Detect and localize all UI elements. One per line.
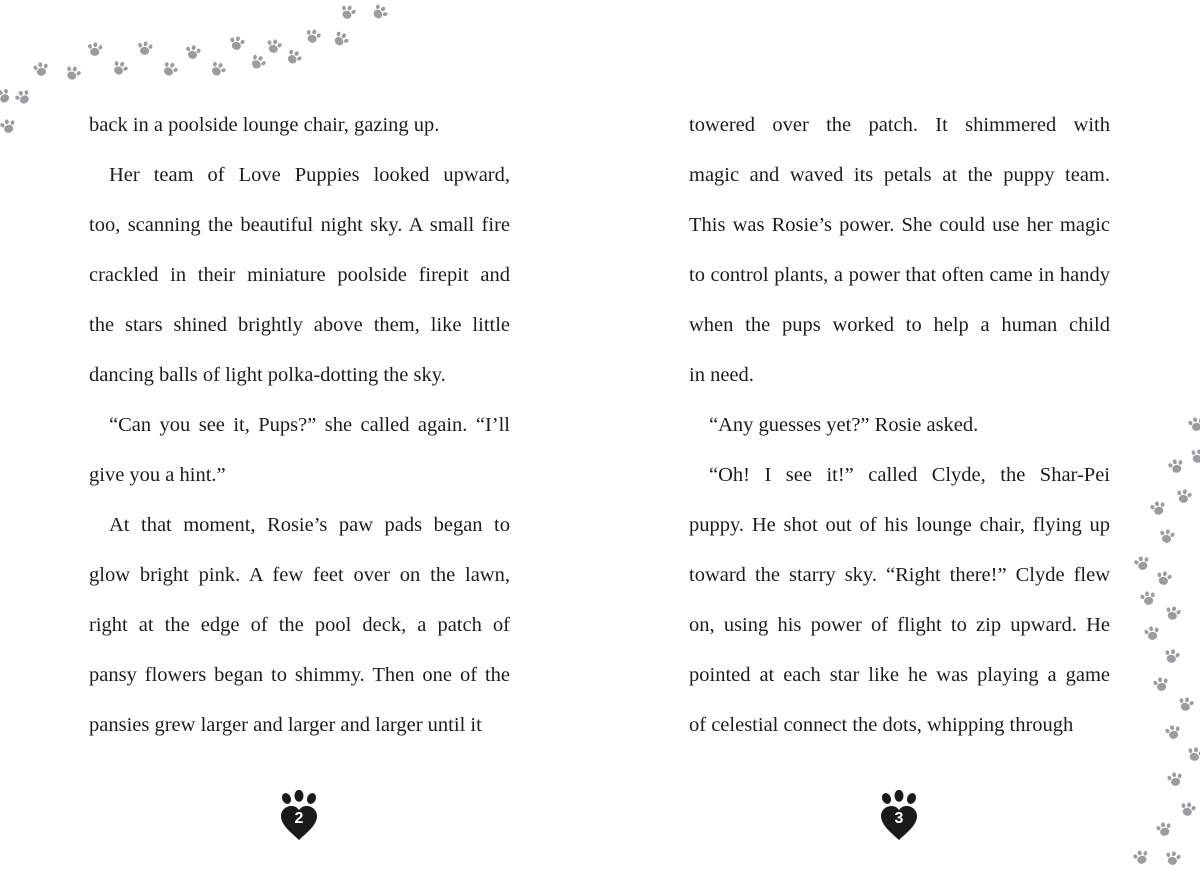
text-line: This was Rosie’s power. She could use her magic [689, 214, 1110, 236]
page-left-text [89, 100, 510, 750]
paw-print-icon [11, 85, 36, 110]
text-line: At that moment, Rosie’s paw pads began to [109, 514, 510, 536]
paw-print-icon [183, 42, 204, 63]
text-line: magic and waved its petals at the puppy team. [689, 164, 1110, 186]
paw-print-icon [1153, 818, 1175, 840]
text-line: towered over the patch. It shimmered with [689, 114, 1110, 136]
paw-print-icon [1162, 847, 1183, 868]
paw-print-icon [31, 59, 52, 80]
page-number-icon-left [279, 790, 319, 842]
text-line: Her team of Love Puppies looked upward, [109, 164, 510, 186]
paw-print-icon [158, 57, 183, 82]
paw-print-icon [1185, 413, 1200, 434]
text-line: the stars shined brightly above them, like little [89, 314, 510, 336]
paw-print-icon [135, 38, 155, 58]
paw-print-icon [1173, 485, 1194, 506]
text-line: pansies grew larger and larger and larger until it [89, 714, 482, 736]
text-line: puppy. He shot out of his lounge chair, flying up [689, 514, 1110, 536]
paw-print-icon [1131, 552, 1153, 574]
paw-print-icon [328, 26, 353, 51]
page-number: 2 [294, 810, 304, 827]
text-line: give you a hint.” [89, 464, 226, 486]
page-number-icon-right [879, 790, 919, 842]
page-number: 3 [894, 810, 904, 827]
text-line: too, scanning the beautiful night sky. A small fire [89, 214, 510, 236]
text-line: dancing balls of light polka-dotting the sky. [89, 364, 446, 386]
text-line: on, using his power of flight to zip upward. He [689, 614, 1110, 636]
text-line: back in a poolside lounge chair, gazing up. [89, 114, 440, 136]
paw-print-icon [1161, 645, 1183, 667]
paw-print-icon [1141, 622, 1162, 643]
paw-print-icon [85, 39, 105, 59]
paw-print-icon [1184, 743, 1200, 765]
text-line: when the pups worked to help a human child [689, 314, 1110, 336]
paw-print-icon [1162, 721, 1183, 742]
paw-print-icon [1147, 497, 1169, 519]
paw-print-icon [1157, 526, 1178, 547]
text-line: crackled in their miniature poolside firepit and [89, 264, 510, 286]
paw-print-icon [263, 35, 285, 57]
paw-print-icon [1164, 768, 1185, 789]
text-line: glow bright pink. A few feet over on the lawn, [89, 564, 510, 586]
text-line: pansy flowers began to shimmy. Then one of the [89, 664, 510, 686]
paw-print-icon [336, 0, 359, 23]
text-line: right at the edge of the pool deck, a patch of [89, 614, 510, 636]
paw-print-icon [302, 25, 325, 48]
text-line: “Any guesses yet?” Rosie asked. [709, 414, 979, 436]
paw-print-icon [61, 61, 85, 85]
paw-print-icon [1150, 673, 1171, 694]
paw-print-icon [0, 115, 19, 137]
text-line: of celestial connect the dots, whipping through [689, 714, 1074, 736]
paw-print-icon [108, 56, 133, 81]
page-right-text [689, 100, 1110, 750]
paw-print-icon [1153, 567, 1174, 588]
paw-print-icon [1162, 602, 1184, 624]
paw-print-icon [0, 83, 16, 108]
paw-print-icon [1175, 693, 1197, 715]
text-line: pointed at each star like he was playing a game [689, 664, 1110, 686]
text-line: in need. [689, 364, 754, 386]
paw-print-icon [1187, 445, 1200, 467]
paw-print-icon [1165, 455, 1187, 477]
paw-print-icon [1177, 798, 1199, 820]
text-line: to control plants, a power that often came in handy [689, 264, 1110, 286]
paw-print-icon [205, 56, 230, 81]
text-line: toward the starry sky. “Right there!” Clyde flew [689, 564, 1110, 586]
paw-print-icon [226, 32, 247, 53]
text-line: “Can you see it, Pups?” she called again. “I’ll [109, 414, 510, 436]
text-line: “Oh! I see it!” called Clyde, the Shar-Pei [709, 464, 1110, 486]
paw-print-icon [1130, 846, 1153, 869]
paw-print-icon [367, 0, 392, 25]
paw-print-icon [281, 44, 306, 69]
paw-print-icon [245, 49, 270, 74]
paw-print-icon [1137, 587, 1158, 608]
